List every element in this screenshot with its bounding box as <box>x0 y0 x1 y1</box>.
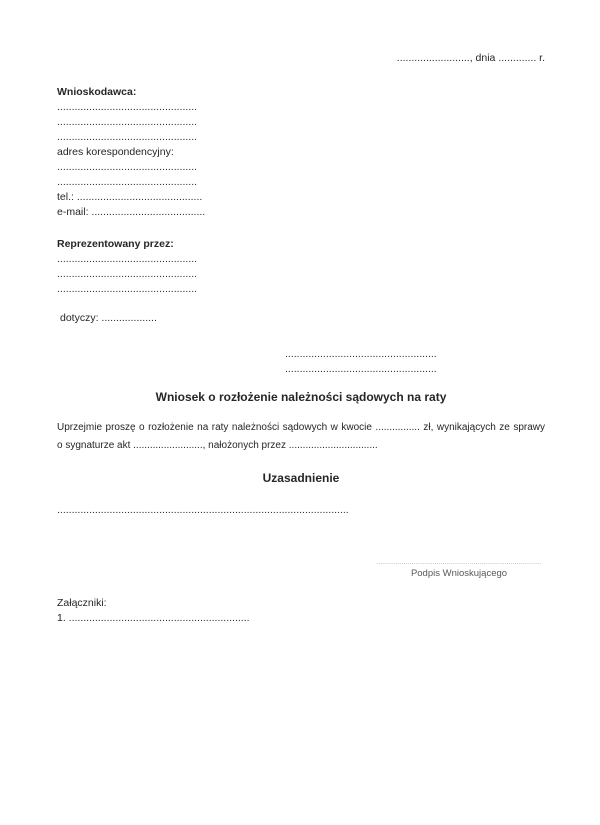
justification-heading: Uzasadnienie <box>262 471 340 485</box>
justification-fill-line: .................................................................................................... <box>57 504 349 516</box>
representative-line: ................................................ <box>57 268 198 280</box>
attachment-item: 1. .............................................................. <box>57 612 250 624</box>
applicant-address-label: adres korespondencyjny: <box>57 146 174 158</box>
representative-line: ................................................ <box>57 283 198 295</box>
applicant-address-line: ................................................ <box>57 161 198 173</box>
representative-line: ................................................ <box>57 253 198 265</box>
representative-section <box>57 237 545 297</box>
document-title: Wniosek o rozłożenie należności sądowych na raty <box>155 390 447 404</box>
signature-section <box>373 558 545 580</box>
request-paragraph <box>57 419 545 455</box>
request-paragraph-line: o sygnaturze akt ........................., nałożonych przez ................................ <box>57 440 378 451</box>
applicant-address-line: ................................................ <box>57 176 198 188</box>
signature-fill-line: ..................................................................................... <box>376 559 542 566</box>
applicant-name-line: ................................................ <box>57 116 198 128</box>
applicant-email-line: e-mail: ....................................... <box>57 206 206 218</box>
addressee-line: .................................................... <box>285 348 437 360</box>
date-placeholder-line: ........................., dnia ............. r. <box>396 52 545 64</box>
attachments-label: Załączniki: <box>57 597 107 609</box>
applicant-label: Wnioskodawca: <box>57 86 137 98</box>
applicant-phone-line: tel.: ........................................... <box>57 191 203 203</box>
addressee-line: .................................................... <box>285 363 437 375</box>
attachments-section <box>57 596 545 626</box>
applicant-section <box>57 85 545 220</box>
concerns-line: dotyczy: ................... <box>60 312 157 324</box>
addressee-section <box>285 347 545 377</box>
request-paragraph-line: Uprzejmie proszę o rozłożenie na raty należności sądowych w kwocie ................ zł, wynikających ze sprawy <box>57 422 545 433</box>
representative-label: Reprezentowany przez: <box>57 238 174 250</box>
applicant-name-line: ................................................ <box>57 101 198 113</box>
applicant-name-line: ................................................ <box>57 131 198 143</box>
signature-caption: Podpis Wnioskującego <box>410 568 508 579</box>
